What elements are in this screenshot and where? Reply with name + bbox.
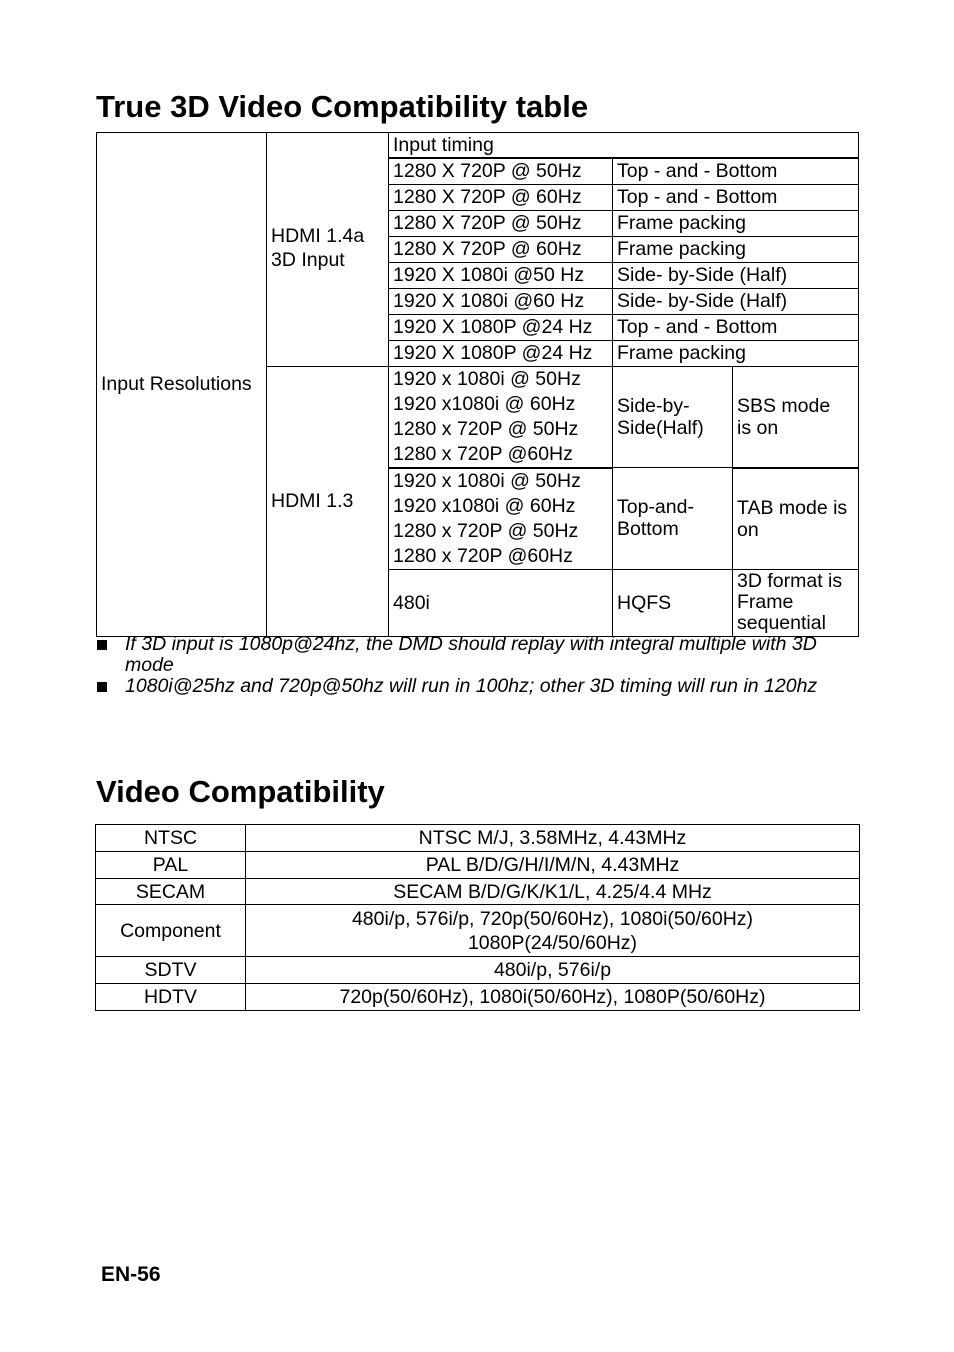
timing-cell: 1920 X 1080P @24 Hz — [389, 314, 613, 340]
note-item — [96, 676, 856, 697]
timing-line: 1920 x1080i @ 60Hz — [393, 392, 576, 415]
timing-cell: 1920 X 1080i @60 Hz — [389, 288, 613, 314]
format-line: Bottom — [617, 518, 679, 541]
spec-cell: PAL B/D/G/H/I/M/N, 4.43MHz — [246, 852, 860, 879]
format-cell: Top - and - Bottom — [613, 158, 859, 184]
format-line: Top-and- — [617, 496, 694, 519]
format-cell: Top - and - Bottom — [613, 314, 859, 340]
timing-group-cell — [389, 468, 613, 570]
hdmi-14a-label-line1: HDMI 1.4a — [271, 225, 365, 247]
page-title-video: Video Compatibility — [96, 774, 385, 809]
mode-line: Frame — [737, 591, 794, 613]
notes-list — [96, 634, 856, 697]
timing-cell: 1920 X 1080i @50 Hz — [389, 262, 613, 288]
timing-line: 1280 x 720P @ 50Hz — [393, 519, 579, 542]
note-text: mode — [125, 654, 174, 676]
mode-line: 3D format is — [737, 570, 843, 592]
mode-line: TAB mode is — [737, 496, 848, 519]
bullet-square-icon — [97, 682, 107, 692]
page-title-3d: True 3D Video Compatibility table — [96, 89, 589, 124]
standard-cell: Component — [96, 905, 246, 957]
bullet-square-icon — [97, 640, 107, 650]
standard-cell: HDTV — [96, 984, 246, 1011]
mode-cell — [733, 569, 859, 636]
mode-line: is on — [737, 416, 779, 439]
format-cell: Side- by-Side (Half) — [613, 262, 859, 288]
timing-group-cell — [389, 366, 613, 468]
standard-cell: PAL — [96, 852, 246, 879]
input-resolutions-header: Input Resolutions — [97, 133, 267, 637]
spec-cell: SECAM B/D/G/K/K1/L, 4.25/4.4 MHz — [246, 879, 860, 905]
spec-cell: NTSC M/J, 3.58MHz, 4.43MHz — [246, 825, 860, 852]
timing-cell: 1280 X 720P @ 50Hz — [389, 210, 613, 236]
timing-line: 1920 x1080i @ 60Hz — [393, 494, 576, 517]
standard-cell: SDTV — [96, 957, 246, 984]
input-timing-header: Input timing — [389, 133, 859, 159]
timing-cell: 1280 X 720P @ 60Hz — [389, 184, 613, 210]
note-text: 1080i@25hz and 720p@50hz will run in 100hz; other 3D timing will run in 120hz — [125, 675, 818, 697]
timing-line: 1280 x 720P @60Hz — [393, 544, 573, 567]
video-compatibility-table — [95, 824, 860, 1011]
timing-line: 1920 x 1080i @ 50Hz — [393, 367, 581, 390]
standard-cell: NTSC — [96, 825, 246, 852]
format-cell: Frame packing — [613, 210, 859, 236]
timing-cell: 480i — [389, 569, 613, 636]
note-text: If 3D input is 1080p@24hz, the DMD should replay with integral multiple with 3D — [125, 633, 817, 655]
mode-line: sequential — [737, 612, 826, 634]
spec-cell: 720p(50/60Hz), 1080i(50/60Hz), 1080P(50/60Hz) — [246, 984, 860, 1011]
note-item — [96, 634, 856, 676]
timing-line: 1280 x 720P @60Hz — [393, 442, 573, 465]
timing-line: 1920 x 1080i @ 50Hz — [393, 469, 581, 492]
timing-line: 1280 x 720P @ 50Hz — [393, 417, 579, 440]
format-cell: HQFS — [613, 569, 733, 636]
3d-compatibility-table — [96, 132, 859, 637]
page-number: EN-56 — [101, 1263, 161, 1286]
format-cell: Frame packing — [613, 236, 859, 262]
mode-cell — [733, 366, 859, 468]
mode-line: on — [737, 518, 759, 541]
format-cell — [613, 366, 733, 468]
format-cell — [613, 468, 733, 570]
format-cell: Top - and - Bottom — [613, 184, 859, 210]
mode-line: SBS mode — [737, 394, 831, 417]
format-line: Side-by- — [617, 394, 690, 417]
spec-line: 480i/p, 576i/p, 720p(50/60Hz), 1080i(50/60Hz) — [351, 907, 754, 930]
timing-cell: 1920 X 1080P @24 Hz — [389, 340, 613, 366]
spec-line: 1080P(24/50/60Hz) — [467, 931, 638, 954]
format-cell: Side- by-Side (Half) — [613, 288, 859, 314]
hdmi-13-label: HDMI 1.3 — [267, 366, 389, 636]
hdmi-14a-label — [267, 133, 389, 367]
spec-cell: 480i/p, 576i/p — [246, 957, 860, 984]
hdmi-14a-label-line2: 3D Input — [271, 249, 345, 271]
standard-cell: SECAM — [96, 879, 246, 905]
mode-cell — [733, 468, 859, 570]
timing-cell: 1280 X 720P @ 60Hz — [389, 236, 613, 262]
timing-cell: 1280 X 720P @ 50Hz — [389, 158, 613, 184]
format-line: Side(Half) — [617, 416, 704, 439]
spec-cell — [246, 905, 860, 957]
format-cell: Frame packing — [613, 340, 859, 366]
